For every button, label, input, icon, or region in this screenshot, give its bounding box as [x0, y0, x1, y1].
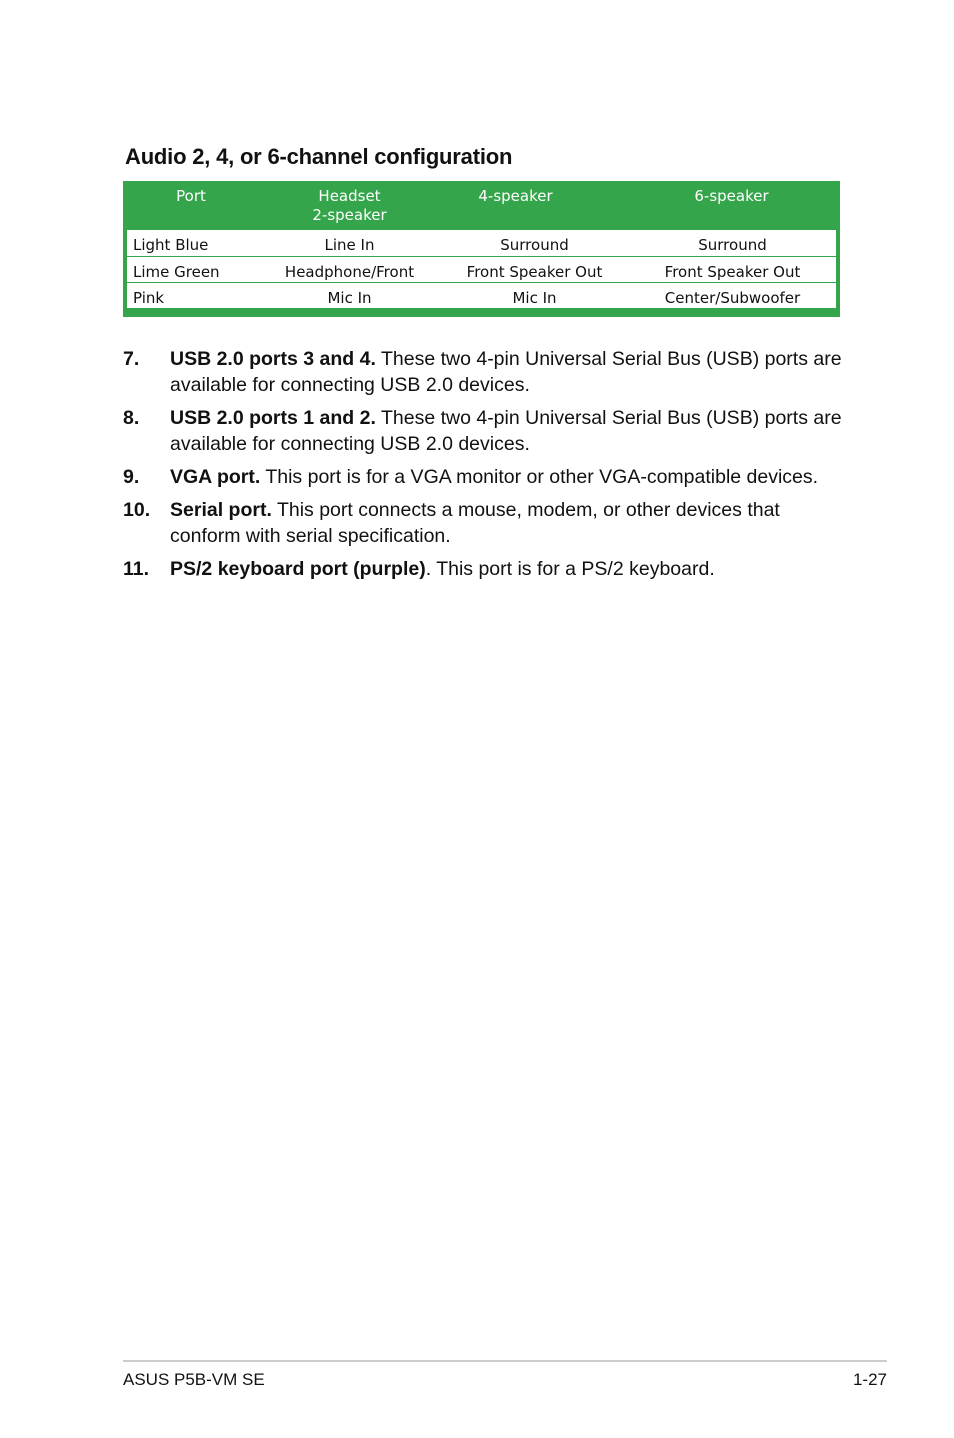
list-item	[123, 556, 843, 582]
header-headset-line1: Headset	[318, 187, 381, 205]
list-item	[123, 405, 843, 457]
header-4-speaker: 4-speaker	[478, 187, 553, 205]
cell-headset: Mic In	[259, 283, 440, 308]
list-item	[123, 497, 843, 549]
cell-6-speaker: Center/Subwoofer	[629, 283, 836, 308]
item-title: Serial port.	[170, 499, 272, 521]
item-text: These two 4-pin Universal Serial Bus (USB) ports are available for connecting USB 2.0 devices.	[170, 407, 842, 455]
cell-port: Pink	[127, 283, 257, 308]
item-title: VGA port.	[170, 466, 261, 488]
table-row	[127, 257, 836, 282]
port-list	[123, 346, 843, 589]
cell-port: Lime Green	[127, 257, 257, 282]
footer-divider	[123, 1360, 887, 1362]
cell-port: Light Blue	[127, 230, 257, 256]
item-text: These two 4-pin Universal Serial Bus (USB) ports are available for connecting USB 2.0 devices.	[170, 348, 842, 396]
cell-4-speaker: Mic In	[442, 283, 627, 308]
item-number: 8.	[123, 407, 140, 429]
header-headset	[259, 187, 440, 225]
list-item	[123, 346, 843, 398]
cell-6-speaker: Front Speaker Out	[629, 257, 836, 282]
header-headset-line2: 2-speaker	[312, 206, 387, 224]
cell-headset: Line In	[259, 230, 440, 256]
item-text: This port is for a VGA monitor or other VGA-compatible devices.	[260, 466, 819, 488]
cell-4-speaker: Front Speaker Out	[442, 257, 627, 282]
item-text: . This port is for a PS/2 keyboard.	[425, 558, 715, 580]
table-row	[127, 230, 836, 256]
cell-4-speaker: Surround	[442, 230, 627, 256]
footer-page-number: 1-27	[852, 1370, 887, 1389]
item-title: USB 2.0 ports 1 and 2.	[170, 407, 376, 429]
list-item	[123, 464, 843, 490]
table-row	[127, 283, 836, 308]
header-6-speaker: 6-speaker	[694, 187, 769, 205]
table-header	[123, 181, 840, 229]
cell-6-speaker: Surround	[629, 230, 836, 256]
section-heading: Audio 2, 4, or 6-channel configuration	[125, 144, 513, 169]
cell-headset: Headphone/Front	[259, 257, 440, 282]
item-number: 9.	[123, 466, 140, 488]
footer-product-name: ASUS P5B-VM SE	[123, 1370, 265, 1389]
item-title: PS/2 keyboard port (purple)	[170, 558, 426, 580]
item-number: 10.	[123, 499, 151, 521]
item-title: USB 2.0 ports 3 and 4.	[170, 348, 376, 370]
audio-config-table	[123, 181, 840, 317]
item-number: 11.	[123, 558, 150, 580]
table-body	[127, 229, 836, 309]
header-port: Port	[176, 187, 206, 205]
item-number: 7.	[123, 348, 140, 370]
item-text: This port connects a mouse, modem, or other devices that conform with serial specification.	[170, 499, 780, 547]
